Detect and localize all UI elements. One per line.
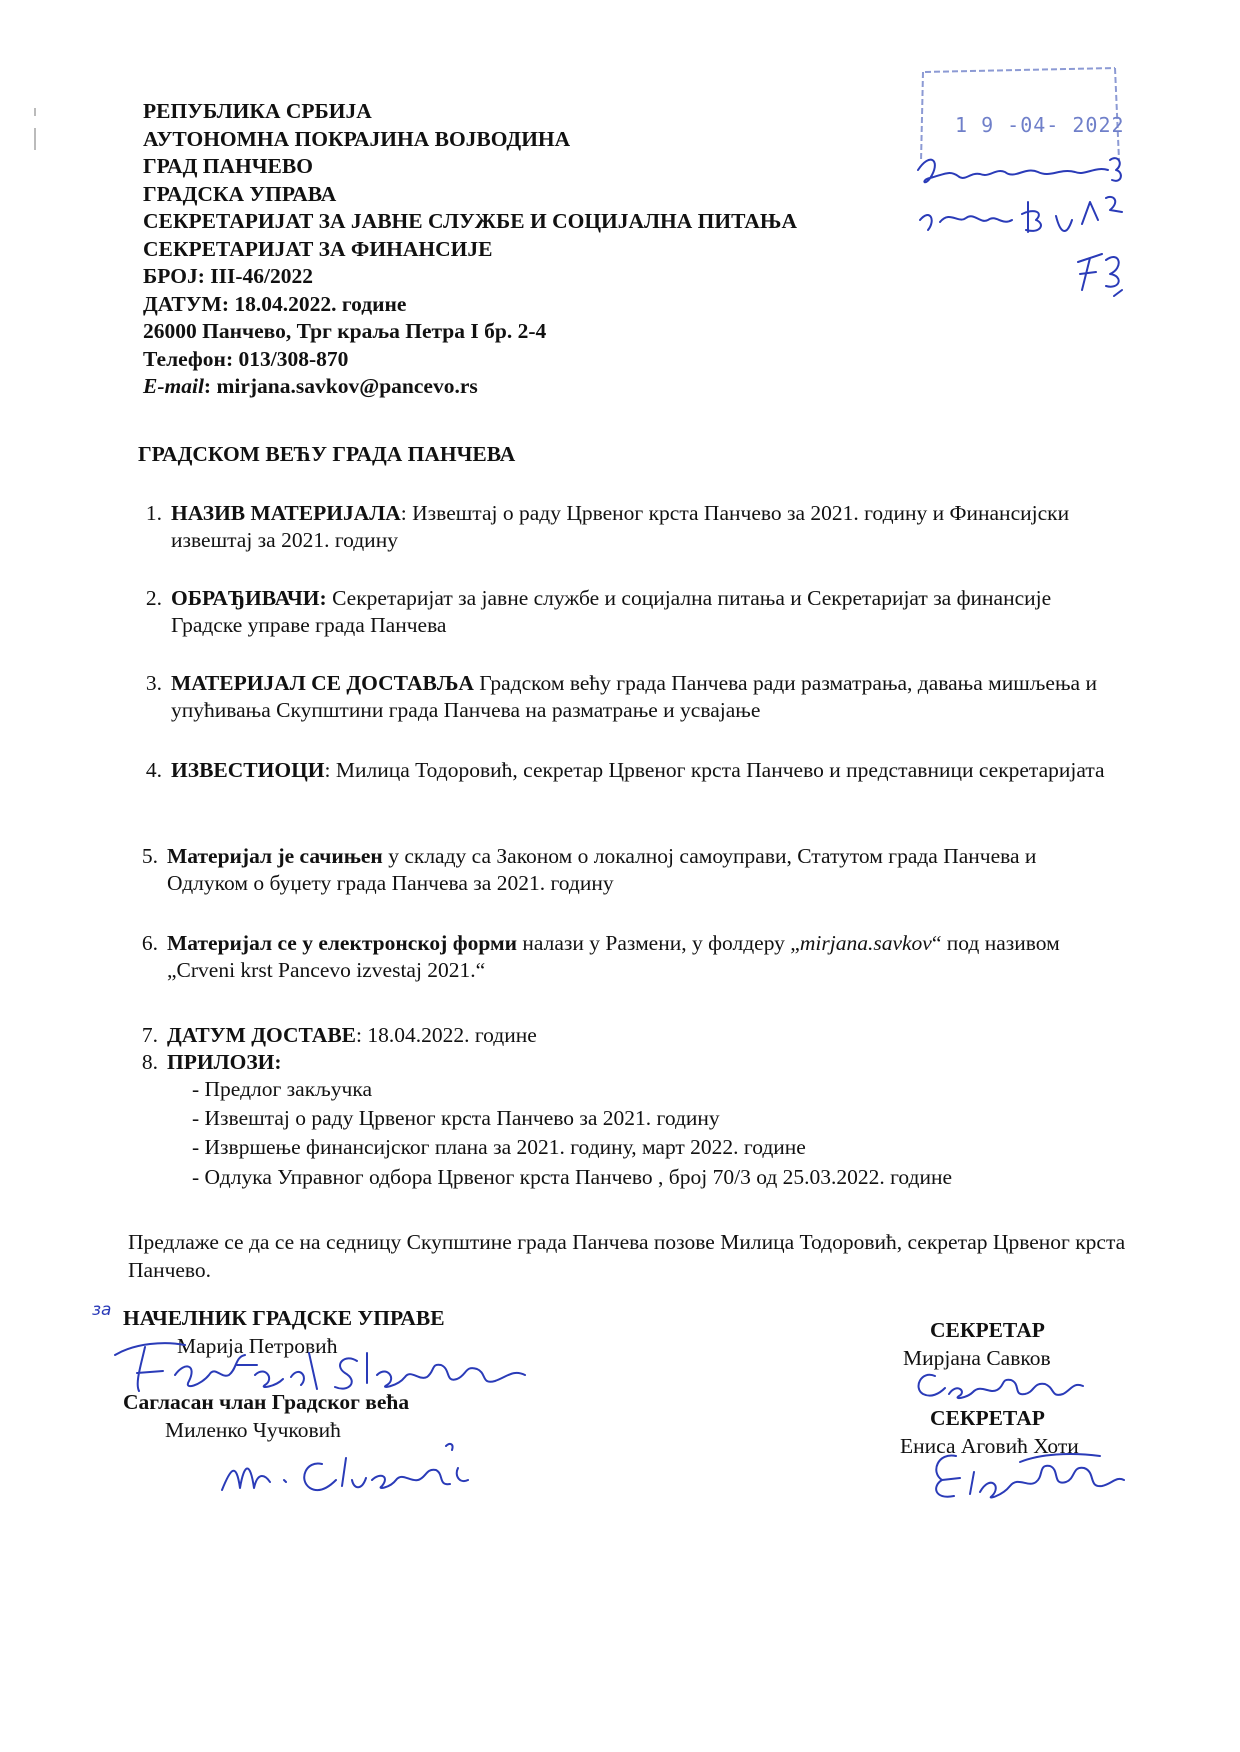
scan-margin-mark: [34, 108, 36, 116]
item-heading: Материјал се у електронској форми: [167, 931, 517, 955]
closing-paragraph: Предлаже се да се на седницу Скупштине града Панчева позове Милица Тодоровић, секретар Црвеног крста Панчево.: [128, 1230, 1126, 1282]
list-item: [122, 1049, 1132, 1077]
stamp-date: 1 9 -04- 2022: [955, 113, 1125, 137]
item-text: “ под називом „Crveni krst Pancevo izvestaj 2021.“: [167, 931, 1060, 982]
item-heading: Материјал је сачињен: [167, 844, 383, 868]
folder-name: mirjana.savkov: [799, 931, 932, 955]
header-line: ДАТУМ: 18.04.2022. године: [143, 291, 407, 316]
item-heading: МАТЕРИЈАЛ СЕ ДОСТАВЉА: [171, 671, 474, 695]
attachment-item: - Извештај о раду Црвеног крста Панчево за 2021. годину: [192, 1106, 720, 1130]
item-heading: ПРИЛОЗИ:: [167, 1050, 282, 1074]
header-line: СЕКРЕТАРИЈАТ ЗА ФИНАНСИЈЕ: [143, 236, 493, 261]
list-item: [126, 585, 1136, 645]
item-number: 8.: [141, 1050, 158, 1074]
list-item: [122, 1022, 1132, 1050]
secretary-title-2: СЕКРЕТАР: [930, 1406, 1045, 1430]
item-number: 1.: [145, 501, 162, 525]
item-text: : Извештај о раду Црвеног крста Панчево за 2021. годину и Финансијски извештај за 2021. годину: [171, 501, 1070, 552]
item-text: налази у Размени, у фолдеру „: [517, 931, 800, 955]
item-text: : Милица Тодоровић, секретар Црвеног крста Панчево и представници секретаријата: [324, 758, 1105, 782]
secretary-title-1: СЕКРЕТАР: [930, 1318, 1045, 1342]
item-number: 4.: [145, 758, 162, 782]
email-value: : mirjana.savkov@pancevo.rs: [203, 374, 478, 398]
council-member-name: Миленко Чучковић: [165, 1418, 341, 1442]
header-line: БРОЈ: III-46/2022: [143, 264, 313, 288]
attachment-item: - Извршење финансијског плана за 2021. годину, март 2022. године: [192, 1135, 806, 1159]
item-text: : 18.04.2022. године: [356, 1023, 537, 1047]
secretary-name-2: Ениса Аговић Хоти: [900, 1434, 1079, 1458]
addressee: ГРАДСКОМ ВЕЋУ ГРАДА ПАНЧЕВА: [138, 442, 516, 466]
council-member-signature: [210, 1440, 480, 1500]
council-member-title: Сагласан члан Градског већа: [123, 1390, 410, 1414]
item-number: 7.: [141, 1023, 158, 1047]
header-email: [143, 373, 797, 401]
item-number: 5.: [141, 844, 158, 868]
header-line: ГРАД ПАНЧЕВО: [143, 154, 313, 178]
letterhead: [143, 98, 797, 401]
email-label: E-mail: [143, 374, 204, 398]
header-line: СЕКРЕТАРИЈАТ ЗА ЈАВНЕ СЛУЖБЕ И СОЦИЈАЛНА ПИТАЊА: [143, 209, 797, 233]
item-number: 3.: [145, 671, 162, 695]
header-line: Телефон: 013/308-870: [143, 346, 349, 371]
head-title: НАЧЕЛНИК ГРАДСКЕ УПРАВЕ: [123, 1306, 445, 1330]
attachment-item: - Одлука Управног одбора Црвеног крста Панчево , број 70/3 од 25.03.2022. године: [192, 1165, 953, 1189]
header-line: РЕПУБЛИКА СРБИЈА: [143, 99, 372, 123]
secretary-name-1: Мирјана Савков: [903, 1346, 1051, 1370]
list-item: [126, 670, 1136, 730]
header-line: ГРАДСКА УПРАВА: [143, 181, 337, 206]
signature-prefix: за: [92, 1300, 112, 1320]
list-item: [122, 930, 1132, 990]
item-text: Секретаријат за јавне службе и социјална питања и Секретаријат за финансије Градске управе града Панчева: [171, 586, 1052, 637]
header-line: 26000 Панчево, Трг краља Петра I бр. 2-4: [143, 319, 547, 343]
scan-margin-mark: [34, 128, 36, 150]
handwritten-note: [910, 150, 1140, 300]
item-heading: ОБРАЂИВАЧИ:: [171, 586, 327, 610]
attachment-item: - Предлог закључка: [192, 1077, 373, 1101]
list-item: [122, 843, 1132, 903]
item-number: 6.: [141, 931, 158, 955]
list-item: [126, 500, 1136, 560]
secretary-signature-1: [905, 1364, 1095, 1404]
item-text: Градском већу града Панчева ради разматрања, давања мишљења и упућивања Скупштини града Панчева на разматрање и усвајање: [171, 671, 1097, 722]
item-heading: НАЗИВ МАТЕРИЈАЛА: [171, 501, 401, 525]
head-name: Марија Петровић: [177, 1334, 338, 1358]
item-heading: ИЗВЕСТИОЦИ: [171, 758, 325, 782]
item-number: 2.: [145, 586, 162, 610]
item-text: у складу са Законом о локалној самоуправи, Статутом града Панчева и Одлуком о буџету града Панчева за 2021. годину: [167, 844, 1037, 895]
item-heading: ДАТУМ ДОСТАВЕ: [167, 1023, 356, 1047]
header-line: АУТОНОМНА ПОКРАЈИНА ВОЈВОДИНА: [143, 126, 571, 151]
list-item: [126, 757, 1136, 817]
secretary-signature-2: [920, 1442, 1130, 1504]
